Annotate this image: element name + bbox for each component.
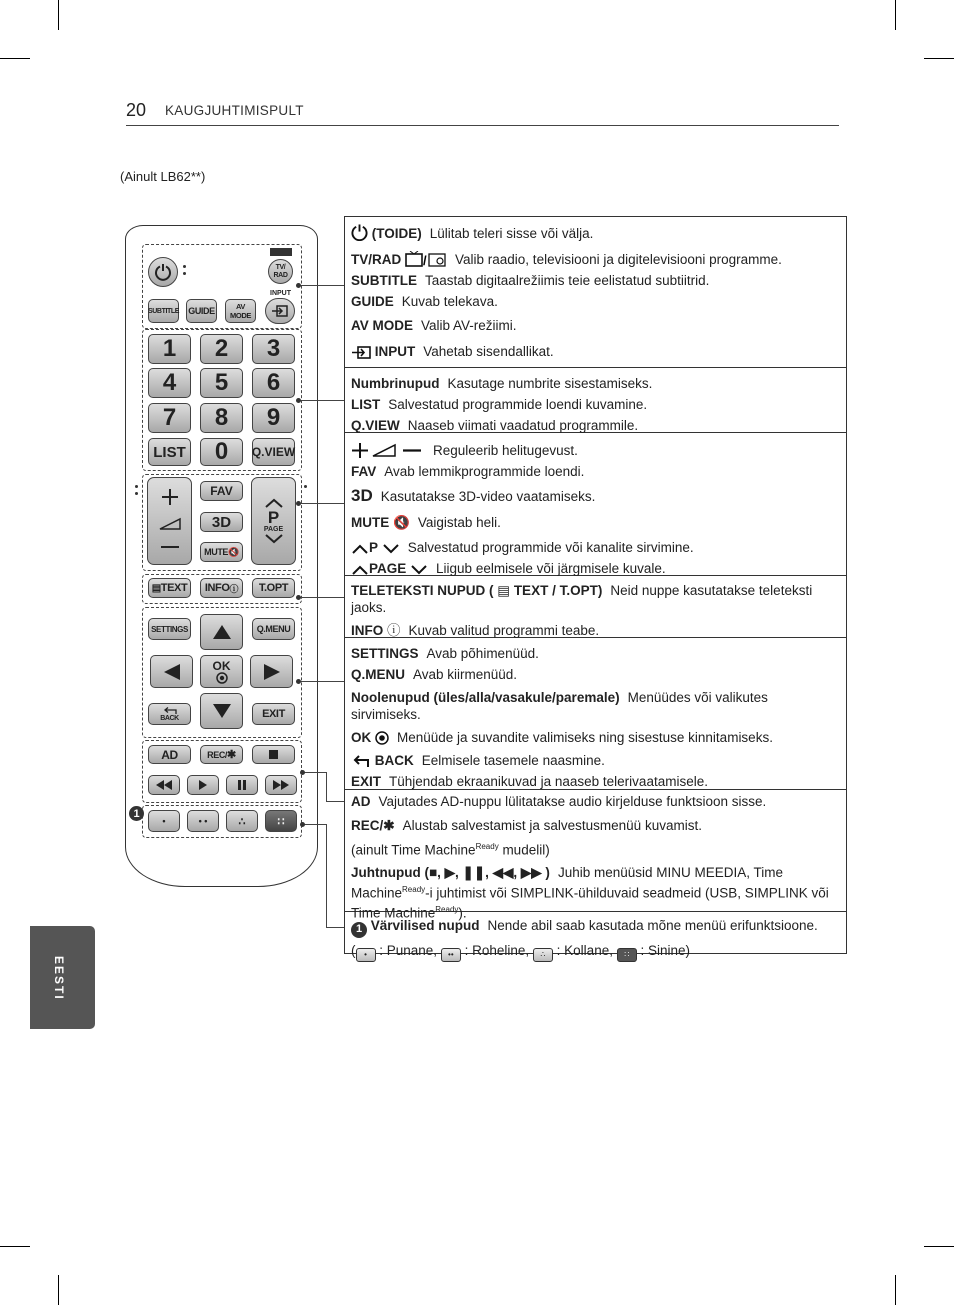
row-fav — [351, 463, 840, 480]
connector-line — [326, 824, 327, 928]
ad-button[interactable]: AD — [148, 745, 191, 764]
rec-icon: ✱ — [227, 749, 236, 761]
indicator-dot — [135, 492, 138, 495]
settings-label: SETTINGS — [351, 646, 419, 661]
settings-button[interactable]: SETTINGS — [148, 618, 191, 640]
mute-label: MUTE — [204, 547, 229, 557]
section-volume — [345, 432, 846, 575]
crop-mark — [58, 1275, 59, 1305]
qmenu-desc: Avab kiirmenüüd. — [413, 667, 518, 682]
chevron-down-icon — [263, 533, 285, 545]
back-icon — [162, 707, 178, 715]
tv-radio-icon — [405, 251, 447, 267]
juhtnupud-desc-b: -i juhtimist või SIMPLINK-ühilduvaid seadmeid (USB, SIMPLINK või Time Machine — [351, 885, 829, 921]
ok-button[interactable] — [200, 655, 243, 688]
crop-mark — [924, 58, 954, 59]
connector-line — [302, 824, 326, 825]
exit-button[interactable]: EXIT — [252, 703, 295, 725]
page-header-title: KAUGJUHTIMISPULT — [165, 103, 304, 118]
connector-line — [298, 681, 344, 682]
language-tab — [30, 926, 95, 1029]
yellow-text: : Kollane, — [556, 942, 613, 958]
row-back — [351, 752, 840, 769]
row-settings — [351, 645, 840, 662]
button-description-table — [344, 216, 847, 959]
connector-dot — [300, 770, 305, 775]
connector-dot — [296, 283, 301, 288]
info-label: INFO — [351, 623, 384, 638]
crop-mark — [0, 58, 30, 59]
rec-desc: Alustab salvestamist ja salvestusmenüü kuvamist. — [402, 818, 702, 833]
crop-mark — [895, 1275, 896, 1305]
info-icon: ⓘ — [229, 583, 239, 594]
input-desc: Vahetab sisendallikat. — [423, 344, 554, 359]
indicator-dot — [135, 485, 138, 488]
connector-line — [326, 801, 344, 802]
input-button[interactable] — [265, 298, 295, 324]
number-button-4[interactable]: 4 — [148, 368, 191, 398]
pause-button[interactable] — [226, 775, 258, 795]
chevron-up-icon — [351, 564, 369, 576]
red-button[interactable]: • — [148, 810, 180, 832]
play-button[interactable] — [187, 775, 219, 795]
blue-text: : Sinine) — [640, 942, 691, 958]
teletext-label-a: TELETEKSTI NUPUD ( — [351, 583, 494, 598]
model-note: (Ainult LB62**) — [120, 169, 206, 184]
connector-line — [326, 927, 344, 928]
mute-icon: 🔇 — [393, 515, 410, 530]
subtitle-label: SUBTITLE — [351, 273, 417, 288]
list-button[interactable]: LIST — [148, 438, 191, 466]
power-label: (TOIDE) — [371, 226, 422, 241]
arrow-right-button[interactable] — [250, 655, 293, 688]
crop-mark — [58, 0, 59, 30]
info-button[interactable] — [200, 578, 243, 598]
row-guide — [351, 293, 840, 310]
row-p — [351, 539, 840, 556]
connector-line — [298, 503, 344, 504]
tv-rad-button[interactable]: TV/ RAD — [268, 259, 293, 284]
back-desc: Eelmisele tasemele naasmine. — [421, 753, 605, 768]
number-button-9[interactable]: 9 — [252, 403, 295, 433]
ok-desc: Menüüde ja suvandite valimiseks ning sisestuse kinnitamiseks. — [397, 730, 773, 745]
connector-dot — [300, 822, 305, 827]
arrow-left-button[interactable] — [150, 655, 193, 688]
row-volume — [351, 442, 840, 459]
tvrad-label: TV/RAD — [351, 252, 402, 267]
connector-line — [298, 285, 344, 286]
volume-desc: Reguleerib helitugevust. — [433, 443, 578, 458]
juhtnupud-sup2: Ready — [435, 905, 459, 914]
row-arrows — [351, 689, 840, 723]
volume-rocker[interactable] — [147, 477, 192, 565]
program-page-rocker[interactable] — [251, 477, 296, 565]
ad-desc: Vajutades AD-nuppu lülitatakse audio kirjelduse funktsioon sisse. — [378, 794, 767, 809]
row-rec-note — [351, 838, 840, 859]
row-ad — [351, 793, 840, 810]
connector-line — [298, 597, 344, 598]
juhtnupud-sup1: Ready — [402, 884, 426, 894]
connector-dot — [296, 679, 301, 684]
chevron-down-icon — [382, 543, 400, 555]
row-teletext — [351, 582, 840, 616]
back-button[interactable] — [148, 703, 191, 725]
green-swatch: •• — [441, 948, 461, 962]
3d-button[interactable]: 3D — [200, 512, 243, 532]
ok-icon — [375, 731, 389, 745]
row-qmenu — [351, 666, 840, 683]
arrow-up-button[interactable] — [200, 614, 243, 650]
fav-label: FAV — [351, 464, 377, 479]
rec-icon: ✱ — [383, 818, 395, 833]
section-power-input — [345, 217, 846, 367]
volume-icon — [351, 442, 425, 458]
juhtnupud-desc-c: ). — [458, 905, 467, 921]
fast-forward-button[interactable] — [265, 775, 297, 795]
language-tab-label: EESTI — [52, 956, 66, 1001]
number-button-1[interactable]: 1 — [148, 334, 191, 364]
connector-line — [302, 772, 326, 773]
settings-desc: Avab põhimenüüd. — [426, 646, 539, 661]
rec-note-b: mudelil) — [498, 842, 550, 858]
red-text: : Punane, — [379, 942, 438, 958]
ok-label: OK — [212, 658, 231, 673]
row-colors — [351, 917, 840, 938]
row-3d — [351, 487, 840, 505]
arrow-up-icon — [212, 624, 232, 640]
mute-button[interactable] — [200, 542, 243, 562]
stop-icon — [269, 750, 278, 759]
info-label: INFO — [204, 582, 230, 594]
ad-label: AD — [351, 794, 371, 809]
info-icon: ⓘ — [387, 623, 401, 638]
connector-dot — [296, 398, 301, 403]
fav-desc: Avab lemmikprogrammide loendi. — [384, 464, 585, 479]
threed-desc: Kasutatakse 3D-video vaatamiseks. — [380, 489, 596, 504]
teletext-icon: ▤ — [497, 583, 511, 598]
teletext-label-b: TEXT / T.OPT) — [513, 583, 603, 598]
arrow-down-icon — [212, 703, 232, 719]
number-button-2[interactable]: 2 — [200, 334, 243, 364]
rec-label: REC/ — [351, 818, 384, 833]
yellow-swatch: ∴ — [533, 948, 553, 962]
colors-desc: Nende abil saab kasutada mõne menüü erifunktsioone. — [487, 918, 818, 933]
tvrad-desc: Valib raadio, televisiooni ja digitelevisiooni programme. — [455, 252, 782, 267]
row-input — [351, 343, 840, 360]
green-text: : Roheline, — [464, 942, 530, 958]
number-button-3[interactable]: 3 — [252, 334, 295, 364]
page-desc: Liigub eelmisele või järgmisele kuvale. — [436, 561, 666, 576]
page-label: PAGE — [263, 526, 284, 533]
ok-icon — [216, 672, 228, 684]
play-icon — [198, 780, 208, 790]
svg-text:/: / — [423, 253, 427, 267]
qview-label: Q.VIEW — [351, 418, 400, 433]
qmenu-label: Q.MENU — [351, 667, 405, 682]
guide-desc: Kuvab telekava. — [401, 294, 498, 309]
guide-button[interactable]: GUIDE — [186, 299, 217, 323]
subtitle-button[interactable]: SUBTITLE — [148, 299, 179, 323]
number-button-0[interactable]: 0 — [200, 438, 243, 466]
3d-icon: 3D — [351, 486, 373, 505]
fav-button[interactable]: FAV — [200, 481, 243, 501]
number-button-7[interactable]: 7 — [148, 403, 191, 433]
playback-icons: ■, ▶, ❚❚, ◀◀, ▶▶ ) — [428, 864, 550, 880]
page-number: 20 — [126, 100, 147, 120]
topt-button[interactable]: T.OPT — [252, 578, 295, 598]
qview-button[interactable]: Q.VIEW — [252, 438, 295, 466]
arrow-left-icon — [163, 663, 181, 681]
rewind-icon — [156, 780, 172, 790]
pause-icon — [238, 780, 246, 790]
callout-badge: 1 — [351, 922, 367, 938]
qview-desc: Naaseb viimati vaadatud programmile. — [407, 418, 639, 433]
rewind-button[interactable] — [148, 775, 180, 795]
power-icon — [351, 224, 368, 241]
back-icon — [351, 755, 371, 768]
row-color-legend: ( • : Punane, •• : Roheline, ∴ : Kollane, ∷ : Sinine) — [351, 942, 840, 962]
text-label: TEXT — [160, 582, 188, 594]
rec-note-sup: Ready — [475, 842, 499, 851]
guide-label: GUIDE — [351, 294, 394, 309]
stop-button[interactable] — [252, 745, 295, 764]
input-label: INPUT — [374, 344, 416, 359]
chevron-up-icon — [351, 543, 369, 555]
crop-mark — [924, 1246, 954, 1247]
input-icon — [271, 305, 289, 317]
number-button-8[interactable]: 8 — [200, 403, 243, 433]
indicator-dot — [183, 272, 186, 275]
teletext-desc: Neid nuppe kasutatakse teleteksti jaoks. — [351, 583, 813, 615]
row-subtitle — [351, 272, 840, 289]
row-mute — [351, 514, 840, 531]
number-button-6[interactable]: 6 — [252, 368, 295, 398]
list-label: LIST — [351, 397, 381, 412]
number-button-5[interactable]: 5 — [200, 368, 243, 398]
blue-button[interactable]: ∷ — [265, 810, 297, 832]
teletext-icon: ▤ — [151, 582, 161, 594]
section-playback — [345, 789, 846, 921]
numbrinupud-desc: Kasutage numbrite sisestamiseks. — [447, 376, 653, 391]
callout-badge: 1 — [129, 806, 144, 821]
chevron-down-icon — [410, 564, 428, 576]
section-color-buttons — [345, 911, 846, 959]
rec-button[interactable] — [200, 745, 243, 764]
connector-dot — [296, 595, 301, 600]
row-avmode — [351, 317, 840, 334]
juhtnupud-desc-a: Juhib menüüsid MINU MEEDIA, Time Machine — [351, 864, 784, 900]
exit-label: EXIT — [351, 774, 382, 789]
row-tvrad — [351, 251, 840, 268]
row-ok — [351, 729, 840, 746]
section-teletext — [345, 575, 846, 637]
connector-line — [298, 400, 344, 401]
colors-label: Värvilised nupud — [370, 918, 480, 933]
page-label: PAGE — [369, 561, 407, 576]
list-desc: Salvestatud programmide loendi kuvamine. — [388, 397, 648, 412]
header-rule — [126, 125, 839, 126]
yellow-button[interactable]: ∴ — [226, 810, 258, 832]
connector-dot — [296, 501, 301, 506]
arrows-desc: Menüüdes või valikutes sirvimiseks. — [351, 690, 768, 722]
numbrinupud-label: Numbrinupud — [351, 376, 440, 391]
p-desc: Salvestatud programmide või kanalite sirvimine. — [407, 540, 694, 555]
section-numbers — [345, 367, 846, 432]
input-label: INPUT — [270, 290, 291, 297]
crop-mark — [895, 0, 896, 30]
power-button[interactable] — [148, 257, 178, 287]
arrow-right-icon — [263, 663, 281, 681]
power-desc: Lülitab teleri sisse või välja. — [429, 226, 594, 241]
power-icon — [154, 263, 172, 281]
red-swatch: • — [356, 948, 376, 962]
row-list — [351, 396, 840, 413]
back-label: BACK — [374, 753, 414, 768]
rec-note-a: (ainult Time Machine — [351, 842, 476, 858]
av-mode-button[interactable]: AV MODE — [225, 299, 256, 323]
text-button[interactable] — [148, 578, 191, 598]
back-label: BACK — [160, 714, 179, 722]
ok-label: OK — [351, 730, 372, 745]
qmenu-button[interactable]: Q.MENU — [252, 618, 295, 640]
arrow-down-button[interactable] — [200, 693, 243, 729]
row-power — [351, 224, 840, 242]
subtitle-desc: Taastab digitaalrežiimis teie eelistatud subtiitrid. — [425, 273, 710, 288]
arrows-label: Noolenupud (üles/alla/vasakule/paremale) — [351, 690, 620, 705]
mute-label: MUTE — [351, 515, 390, 530]
avmode-label: AV MODE — [351, 318, 414, 333]
mute-desc: Vaigistab heli. — [417, 515, 501, 530]
row-exit — [351, 773, 840, 790]
input-icon — [351, 346, 371, 359]
mute-icon: 🔇 — [228, 546, 239, 557]
fast-forward-icon — [273, 780, 289, 790]
exit-desc: Tühjendab ekraanikuvad ja naaseb telerivaatamisele. — [389, 774, 708, 789]
section-navigation — [345, 637, 846, 789]
connector-line — [326, 772, 327, 802]
juhtnupud-label: Juhtnupud ( — [351, 864, 429, 880]
row-rec — [351, 817, 840, 834]
volume-icon — [155, 485, 185, 557]
indicator-dot — [304, 485, 307, 488]
p-label: P — [267, 508, 280, 527]
tv-radio-icon — [270, 248, 292, 256]
crop-mark — [0, 1246, 30, 1247]
p-label: P — [369, 540, 379, 555]
green-button[interactable]: • • — [187, 810, 219, 832]
info-desc: Kuvab valitud programmi teabe. — [408, 623, 600, 638]
blue-swatch: ∷ — [617, 948, 637, 962]
avmode-desc: Valib AV-režiimi. — [421, 318, 517, 333]
rec-label: REC/ — [207, 749, 228, 760]
row-numbrinupud — [351, 375, 840, 392]
indicator-dot — [183, 265, 186, 268]
